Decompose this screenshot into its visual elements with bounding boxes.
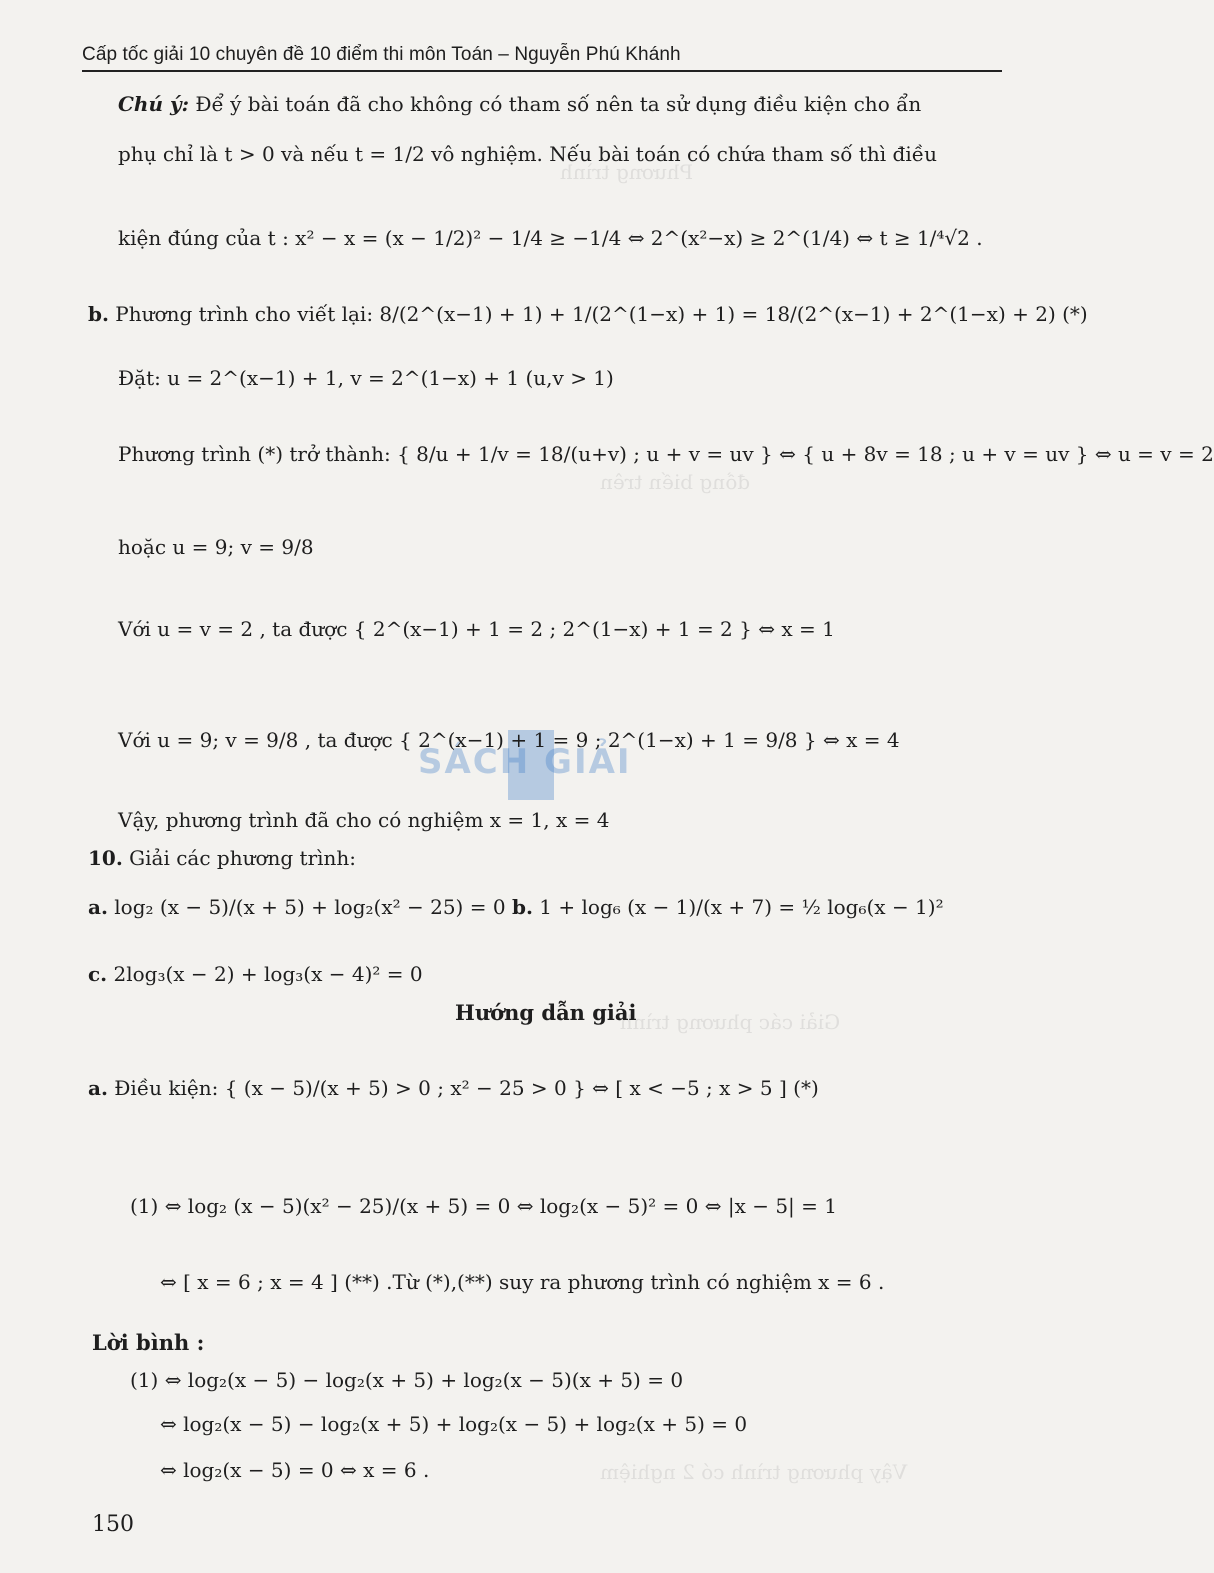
bleed-through-text: Giải các phương trình	[620, 1010, 841, 1034]
partb-line-7	[118, 806, 609, 834]
exercise-10b-text: 1 + log₆ (x − 1)/(x + 7) = ½ log₆(x − 1)²	[532, 895, 944, 919]
running-header	[82, 42, 1002, 72]
solution-condition	[88, 1074, 819, 1102]
solution-step-1	[130, 1192, 837, 1220]
comment-line-1	[130, 1366, 683, 1394]
exercise-10b	[512, 893, 944, 921]
comment-text-2: ⇔ log₂(x − 5) − log₂(x + 5) + log₂(x − 5) + log₂(x + 5) = 0	[160, 1412, 748, 1436]
partb-line-2	[118, 364, 614, 392]
exercise-10-text: Giải các phương trình:	[122, 846, 357, 870]
exercise-10a	[88, 893, 506, 921]
solution-step-1-text: (1) ⇔ log₂ (x − 5)(x² − 25)/(x + 5) = 0 ⇔ log₂(x − 5)² = 0 ⇔ |x − 5| = 1	[130, 1194, 837, 1218]
exercise-10-title	[88, 844, 356, 872]
bleed-through-text: đồng biến trên	[600, 470, 751, 494]
partb-text-3: Phương trình (*) trở thành: { 8/u + 1/v = 18/(u+v) ; u + v = uv } ⇔ { u + 8v = 18 ; u + v = uv } ⇔ u = v = 2	[118, 442, 1214, 466]
note-line-3	[118, 224, 983, 252]
partb-text-4: hoặc u = 9; v = 9/8	[118, 535, 314, 559]
partb-label: b.	[88, 302, 109, 326]
partb-text-2: Đặt: u = 2^(x−1) + 1, v = 2^(1−x) + 1 (u,v > 1)	[118, 366, 614, 390]
exercise-10a-text: log₂ (x − 5)/(x + 5) + log₂(x² − 25) = 0	[107, 895, 506, 919]
partb-line-6	[118, 726, 900, 754]
note-text-1: Để ý bài toán đã cho không có tham số nên ta sử dụng điều kiện cho ẩn	[188, 92, 922, 116]
partb-line-5	[118, 615, 835, 643]
page-number: 150	[92, 1512, 134, 1537]
note-text-2: phụ chỉ là t > 0 và nếu t = 1/2 vô nghiệm. Nếu bài toán có chứa tham số thì điều	[118, 142, 937, 166]
solution-step-2-text: ⇔ [ x = 6 ; x = 4 ] (**) .Từ (*),(**) suy ra phương trình có nghiệm x = 6 .	[160, 1270, 885, 1294]
comment-text-1: (1) ⇔ log₂(x − 5) − log₂(x + 5) + log₂(x − 5)(x + 5) = 0	[130, 1368, 684, 1392]
exercise-10a-label: a.	[88, 895, 108, 919]
note-line-1	[118, 90, 921, 118]
exercise-10c	[88, 960, 423, 988]
header-title: Cấp tốc giải 10 chuyên đề 10 điểm thi môn Toán – Nguyễn Phú Khánh	[82, 44, 681, 65]
exercise-10-number: 10.	[88, 846, 123, 870]
solution-heading: Hướng dẫn giải	[455, 1000, 637, 1025]
solution-condition-text: Điều kiện: { (x − 5)/(x + 5) > 0 ; x² − 25 > 0 } ⇔ [ x < −5 ; x > 5 ] (*)	[107, 1076, 819, 1100]
solution-step-2	[160, 1268, 884, 1296]
exercise-10b-label: b.	[512, 895, 533, 919]
partb-text-1: Phương trình cho viết lại: 8/(2^(x−1) + 1) + 1/(2^(1−x) + 1) = 18/(2^(x−1) + 2^(1−x) + 2) (*)	[108, 302, 1088, 326]
watermark-text: SÁCH GIẢI	[418, 742, 632, 782]
exercise-10c-label: c.	[88, 962, 108, 986]
exercise-10c-text: 2log₃(x − 2) + log₃(x − 4)² = 0	[107, 962, 423, 986]
comment-text-3: ⇔ log₂(x − 5) = 0 ⇔ x = 6 .	[160, 1458, 430, 1482]
partb-line-1	[88, 300, 1088, 328]
partb-text-6: Với u = 9; v = 9/8 , ta được { 2^(x−1) + 1 = 9 ; 2^(1−x) + 1 = 9/8 } ⇔ x = 4	[118, 728, 900, 752]
solution-a-label: a.	[88, 1076, 108, 1100]
partb-line-3	[118, 440, 1214, 468]
partb-text-7: Vậy, phương trình đã cho có nghiệm x = 1, x = 4	[118, 808, 610, 832]
comment-line-3	[160, 1456, 429, 1484]
bleed-through-text: Phương trình	[560, 160, 694, 184]
note-text-3: kiện đúng của t : x² − x = (x − 1/2)² − 1/4 ≥ −1/4 ⇔ 2^(x²−x) ≥ 2^(1/4) ⇔ t ≥ 1/⁴√2 .	[118, 226, 983, 250]
comment-line-2	[160, 1410, 747, 1438]
comment-heading: Lời bình :	[92, 1330, 205, 1355]
note-label: Chú ý:	[118, 92, 189, 116]
partb-line-4	[118, 533, 314, 561]
note-line-2	[118, 140, 937, 168]
bleed-through-text: Vậy phương trình có 2 nghiệm	[600, 1460, 908, 1484]
partb-text-5: Với u = v = 2 , ta được { 2^(x−1) + 1 = 2 ; 2^(1−x) + 1 = 2 } ⇔ x = 1	[118, 617, 835, 641]
